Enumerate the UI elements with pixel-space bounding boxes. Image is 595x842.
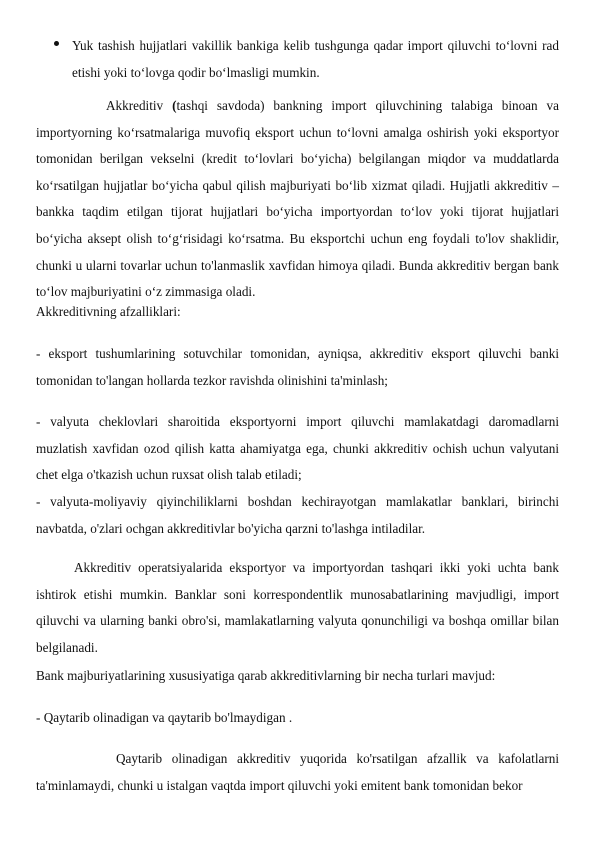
advantage-item-1: - eksport tushumlarining sotuvchilar tomonidan, ayniqsa, akkreditiv eksport qiluvchi banki tomonidan to'langan hollarda tezkor ravishda olinishini ta'minlash; — [36, 346, 559, 388]
definition-text: tashqi savdoda) bankning import qiluvchining talabiga binoan va importyorning ko‘rsatmalariga muvofiq eksport uchun to‘lovni amalga oshirish yoki eksportyor tomonidan berilgan vekselni (kredit to‘lovlari bo‘yicha) belgilangan miqdor va muddatlarda ko‘rsatilgan hujjatlar bo‘yicha qabul qilish majburiyati bo‘lib xizmat qiladi. Hujjatli akkreditiv – bankka taqdim etilgan tijorat hujjatlari bo‘yicha importyordan to‘lov yoki tijorat hujjatlari bo‘yicha aksept olish to‘g‘risidagi ko‘rsatma. Bu eksportchi uchun eng foydali to'lov shaklidir, chunki u ularni tovarlar uchun to'lanmaslik xavfidan himoya qiladi. Bunda akkreditiv bergan bank to‘lov majburiyatini o‘z zimmasiga oladi. — [36, 98, 560, 300]
bullet-item: Yuk tashish hujjatlari vakillik bankiga kelib tushgunga qadar import qiluvchi to‘lovni rad etishi yoki to‘lovga qodir bo‘lmasligi mumkin. — [72, 38, 559, 80]
list-item-revocable: - Qaytarib olinadigan va qaytarib bo'lmaydigan . — [36, 710, 293, 725]
paragraph-types-intro: Bank majburiyatlarining xususiyatiga qarab akkreditivlarning bir necha turlari mavjud: — [36, 668, 496, 683]
revocable-text: Qaytarib olinadigan akkreditiv yuqorida ko'rsatilgan afzallik va kafolatlarni ta'minlamaydi, chunki u istalgan vaqtda import qiluvchi yoki emitent bank tomonidan bekor — [36, 751, 559, 793]
bullet-icon — [54, 41, 59, 46]
advantages-heading: Akkreditivning afzalliklari: — [36, 304, 181, 319]
term-akkreditiv: Akkreditiv — [106, 98, 164, 113]
paren-open: ( — [172, 98, 177, 113]
paragraph-akkreditiv-operations — [36, 555, 559, 661]
paragraph-revocable — [36, 746, 559, 799]
operations-text: Akkreditiv operatsiyalarida eksportyor va importyordan tashqari ikki yoki uchta bank ishtirok etishi mumkin. Banklar soni korrespondentlik munosabatlarining mavjudligi, import qiluvchi va ularning banki obro'si, mamlakatlarning valyuta qonunchiligi va boshqa omillar bilan belgilanadi. — [36, 560, 559, 655]
advantage-item-3: - valyuta-moliyaviy qiyinchiliklarni boshdan kechirayotgan mamlakatlar banklari, birinchi navbatda, o'zlari ochgan akkreditivlar bo'yicha qarzni to'lashga intiladilar. — [36, 494, 559, 536]
advantage-item-2: - valyuta cheklovlari sharoitida eksportyorni import qiluvchi mamlakatdagi daromadlarni muzlatish xavfidan ozod qilish katta ahamiyatga ega, chunki akkreditiv ochish uchun valyutani chet elga o'tkazish uchun ruxsat olish talab etiladi; — [36, 414, 559, 483]
paragraph-akkreditiv-definition — [36, 93, 559, 306]
